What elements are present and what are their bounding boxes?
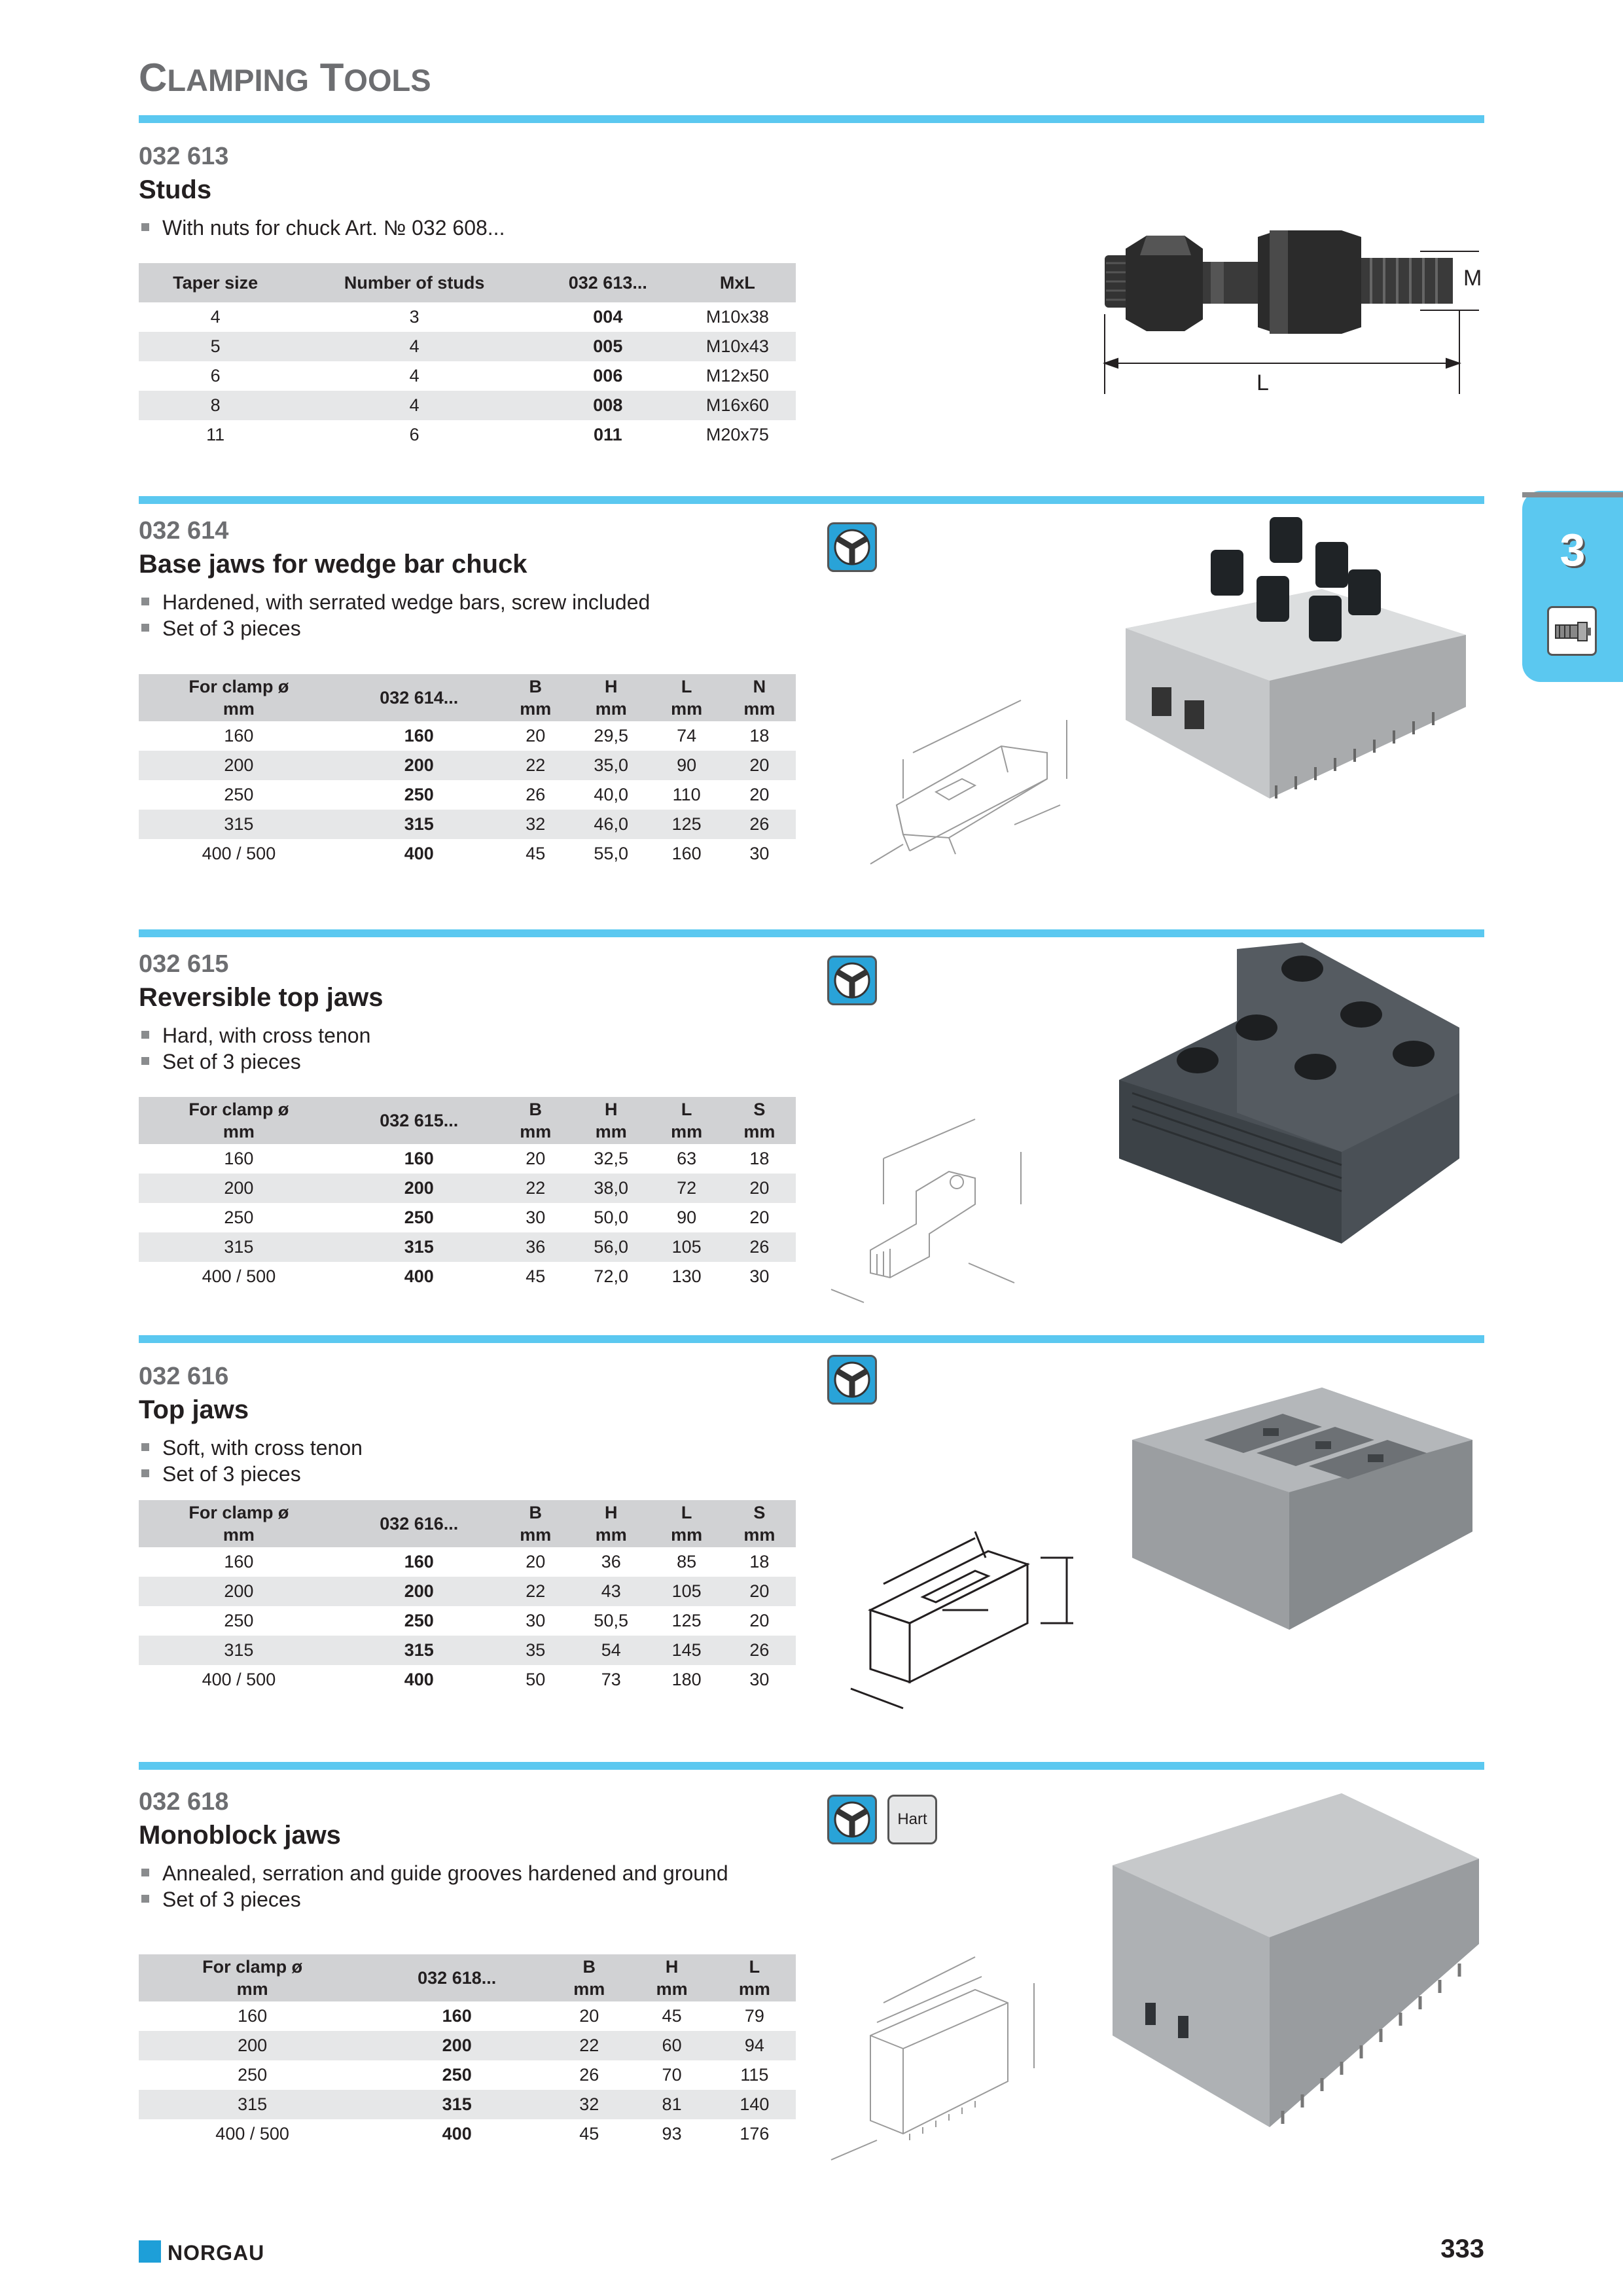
col-header-label: B [582, 1957, 596, 1977]
col-header-unit: mm [743, 699, 776, 719]
col-header [139, 1500, 339, 1547]
col-header: 032 614... [339, 674, 499, 721]
cell: 250 [404, 1611, 434, 1630]
cell: 22 [499, 751, 572, 780]
col-header [651, 1097, 723, 1144]
cell: 110 [672, 785, 701, 804]
col-header-unit: mm [520, 699, 552, 719]
col-header-label: H [604, 1503, 618, 1522]
table-header-row [139, 1097, 796, 1144]
cell: 125 [651, 810, 723, 839]
cell: 400 [442, 2124, 472, 2144]
collet-icon [1547, 606, 1597, 656]
table-row [139, 361, 796, 391]
table-row [139, 721, 796, 751]
col-header [713, 1954, 796, 2001]
reversible-jaw-line-drawing [818, 1106, 1054, 1316]
col-header-unit: mm [595, 699, 627, 719]
page-title: CLAMPING TOOLS [139, 56, 431, 99]
monoblock-jaws-table [139, 1954, 796, 2149]
cell: 20 [526, 1552, 546, 1571]
cell: 160 [404, 726, 434, 745]
cell: 30 [749, 844, 770, 863]
cell: 26 [579, 2065, 599, 2085]
cell: 105 [651, 1232, 723, 1262]
col-header-unit: mm [595, 1525, 627, 1545]
cell: 11 [206, 425, 225, 444]
col-header-unit: mm [671, 1122, 703, 1141]
col-header [499, 1097, 572, 1144]
cell: 50,0 [594, 1208, 628, 1227]
col-header [572, 674, 651, 721]
table-row [139, 839, 796, 869]
col-header [548, 1954, 630, 2001]
bullet-item: Set of 3 pieces [141, 1050, 301, 1074]
cell: 160 [238, 2006, 268, 2026]
bullet-item: Hardened, with serrated wedge bars, screw included [141, 590, 650, 615]
stud-illustration [1093, 216, 1486, 399]
cell: 54 [572, 1636, 651, 1665]
cell: 20 [526, 1149, 546, 1168]
section-title: Monoblock jaws [139, 1821, 341, 1850]
section-title: Studs [139, 175, 212, 204]
table-row [139, 751, 796, 780]
cell: 4 [292, 391, 537, 420]
cell: 36 [601, 1552, 621, 1571]
col-header-unit: mm [236, 1979, 268, 1999]
cell: 160 [442, 2006, 472, 2026]
table-row [139, 1636, 796, 1665]
cell: 94 [713, 2031, 796, 2060]
col-header: Taper size [139, 263, 292, 302]
cell: 79 [744, 2006, 764, 2026]
cell: 93 [662, 2124, 682, 2144]
cell: 140 [713, 2090, 796, 2119]
cell: 30 [749, 1670, 770, 1689]
col-header [630, 1954, 713, 2001]
col-header-label: B [529, 1100, 543, 1119]
col-header-label: B [529, 1503, 543, 1522]
bullet-item: Set of 3 pieces [141, 1888, 301, 1912]
three-jaw-chuck-icon [827, 522, 877, 572]
cell: 43 [572, 1577, 651, 1606]
chapter-tab-line [1522, 492, 1623, 497]
cell: 35 [499, 1636, 572, 1665]
cell: 315 [339, 1232, 499, 1262]
table-row [139, 391, 796, 420]
cell: 004 [593, 307, 623, 327]
cell: 160 [224, 1149, 254, 1168]
cell: 250 [404, 785, 434, 804]
col-header-label: For clamp ø [188, 1503, 289, 1522]
col-header-label: For clamp ø [188, 1100, 289, 1119]
cell: 200 [139, 1174, 339, 1203]
section-title: Reversible top jaws [139, 983, 383, 1012]
col-header [499, 674, 572, 721]
col-header-unit: mm [223, 1525, 255, 1545]
col-header-label: H [604, 677, 618, 696]
cell: 18 [749, 726, 770, 745]
cell: 115 [740, 2065, 769, 2085]
col-header-unit: mm [223, 1122, 255, 1141]
table-row [139, 2060, 796, 2090]
col-header-label: H [665, 1957, 679, 1977]
article-number: 032 615 [139, 950, 229, 978]
cell: 32 [499, 810, 572, 839]
bullet-item: Set of 3 pieces [141, 617, 301, 641]
section-rule [139, 496, 1484, 504]
col-header-unit: mm [595, 1122, 627, 1141]
cell: 400 [404, 1670, 434, 1689]
cell: 60 [630, 2031, 713, 2060]
cell: 250 [224, 785, 254, 804]
cell: 45 [526, 844, 546, 863]
cell: 81 [630, 2090, 713, 2119]
monoblock-jaws-photo [1106, 1787, 1486, 2140]
table-row [139, 2001, 796, 2031]
col-header-label: S [753, 1503, 766, 1522]
cell: 315 [139, 2090, 366, 2119]
bullet-item: Annealed, serration and guide grooves hardened and ground [141, 1861, 728, 1886]
three-jaw-chuck-icon [827, 1355, 877, 1405]
cell: 400 / 500 [202, 1670, 276, 1689]
table-row [139, 1174, 796, 1203]
base-jaw-line-drawing [851, 674, 1086, 890]
cell: 400 [404, 1266, 434, 1286]
cell: 160 [224, 726, 254, 745]
cell: 200 [139, 1577, 339, 1606]
cell: 400 / 500 [202, 1266, 276, 1286]
table-header-row [139, 1954, 796, 2001]
chapter-number: 3 [1560, 524, 1586, 575]
cell: 63 [677, 1149, 697, 1168]
cell: 26 [526, 785, 546, 804]
brand-logo-square [139, 2240, 161, 2263]
cell: 180 [671, 1670, 702, 1689]
table-header-row [139, 674, 796, 721]
cell: 45 [526, 1266, 546, 1286]
cell: 6 [409, 425, 419, 444]
table-row [139, 810, 796, 839]
section-rule [139, 929, 1484, 937]
page-number: 333 [1440, 2234, 1484, 2263]
cell: 20 [723, 751, 796, 780]
cell: 20 [579, 2006, 599, 2026]
cell: 36 [499, 1232, 572, 1262]
col-header-label: N [753, 677, 766, 696]
col-header [651, 1500, 723, 1547]
cell: 250 [404, 1208, 434, 1227]
cell: 38,0 [572, 1174, 651, 1203]
col-header-unit: mm [671, 699, 703, 719]
table-row [139, 1547, 796, 1577]
reversible-top-jaws-table [139, 1097, 796, 1291]
table-header-row [139, 1500, 796, 1547]
col-header [723, 674, 796, 721]
cell: 72 [651, 1174, 723, 1203]
col-header-unit: mm [520, 1122, 552, 1141]
cell: 125 [671, 1611, 702, 1630]
table-header-row [139, 263, 796, 302]
cell: 160 [404, 1552, 434, 1571]
dimension-label-l: L [1257, 370, 1269, 395]
col-header-unit: mm [223, 699, 255, 719]
article-number: 032 616 [139, 1363, 229, 1390]
section-rule [139, 1762, 1484, 1770]
cell: 70 [662, 2065, 682, 2085]
three-jaw-chuck-icon [827, 1795, 877, 1844]
article-number: 032 614 [139, 517, 229, 545]
base-jaws-photo [1113, 511, 1479, 812]
cell: 45 [662, 2006, 682, 2026]
col-header [139, 674, 339, 721]
cell: 4 [409, 366, 419, 386]
cell: 160 [671, 844, 702, 863]
table-row [139, 1232, 796, 1262]
bullet-item: Hard, with cross tenon [141, 1024, 370, 1048]
cell: 250 [224, 1208, 254, 1227]
col-header-label: For clamp ø [202, 1957, 303, 1977]
cell: 200 [139, 751, 339, 780]
brand-name: NORGAU [168, 2241, 265, 2265]
cell: 90 [651, 751, 723, 780]
cell: 400 / 500 [202, 844, 276, 863]
bullet-item: With nuts for chuck Art. № 032 608... [141, 216, 505, 240]
col-header-label: For clamp ø [188, 677, 289, 696]
col-header: 032 616... [339, 1500, 499, 1547]
cell: 20 [526, 726, 546, 745]
table-row [139, 780, 796, 810]
cell: M10x43 [679, 332, 796, 361]
col-header-label: L [681, 1503, 692, 1522]
col-header-unit: mm [671, 1525, 703, 1545]
top-jaws-table [139, 1500, 796, 1695]
cell: 105 [651, 1577, 723, 1606]
col-header-label: L [681, 1100, 692, 1119]
cell: 20 [749, 785, 770, 804]
studs-table [139, 263, 796, 450]
cell: 130 [671, 1266, 702, 1286]
three-jaw-chuck-icon [827, 956, 877, 1005]
cell: 200 [339, 1577, 499, 1606]
cell: 200 [339, 1174, 499, 1203]
col-header: 032 615... [339, 1097, 499, 1144]
col-header-unit: mm [738, 1979, 770, 1999]
table-row [139, 420, 796, 450]
col-header [723, 1097, 796, 1144]
cell: 400 [404, 844, 434, 863]
col-header-unit: mm [520, 1525, 552, 1545]
col-header: Number of studs [292, 263, 537, 302]
cell: 400 / 500 [215, 2124, 289, 2144]
cell: 3 [409, 307, 419, 327]
cell: M10x38 [705, 307, 769, 327]
cell: 006 [593, 366, 623, 386]
col-header [139, 1097, 339, 1144]
col-header [651, 674, 723, 721]
section-title: Top jaws [139, 1395, 249, 1424]
col-header [723, 1500, 796, 1547]
col-header-label: B [529, 677, 543, 696]
cell: M12x50 [705, 366, 769, 386]
cell: 176 [740, 2124, 770, 2144]
col-header [499, 1500, 572, 1547]
cell: 200 [139, 2031, 366, 2060]
cell: 40,0 [594, 785, 628, 804]
col-header [572, 1500, 651, 1547]
dimension-label-m: M [1463, 266, 1482, 291]
section-title: Base jaws for wedge bar chuck [139, 550, 527, 579]
cell: 74 [677, 726, 697, 745]
cell: 20 [723, 1174, 796, 1203]
bullet-item: Soft, with cross tenon [141, 1436, 363, 1460]
table-row [139, 2119, 796, 2149]
cell: 29,5 [594, 726, 628, 745]
cell: 160 [404, 1149, 434, 1168]
cell: 30 [749, 1266, 770, 1286]
cell: 32 [548, 2090, 630, 2119]
reversible-top-jaws-photo [1106, 942, 1472, 1270]
cell: 4 [292, 332, 537, 361]
cell: 315 [139, 1232, 339, 1262]
col-header: MxL [679, 263, 796, 302]
col-header: 032 613... [537, 263, 679, 302]
table-row [139, 1144, 796, 1174]
top-jaws-photo [1126, 1368, 1479, 1643]
table-row [139, 2090, 796, 2119]
cell: 315 [366, 2090, 548, 2119]
cell: 50,5 [594, 1611, 628, 1630]
cell: 315 [139, 1636, 339, 1665]
cell: 20 [749, 1208, 770, 1227]
cell: 315 [339, 1636, 499, 1665]
cell: 22 [499, 1577, 572, 1606]
cell: 011 [594, 425, 622, 444]
col-header: 032 618... [366, 1954, 548, 2001]
cell: 200 [339, 751, 499, 780]
cell: 30 [526, 1611, 546, 1630]
cell: 005 [537, 332, 679, 361]
bullet-item: Set of 3 pieces [141, 1462, 301, 1486]
cell: 6 [210, 366, 221, 386]
table-row [139, 1262, 796, 1291]
cell: M20x75 [705, 425, 769, 444]
monoblock-jaw-line-drawing [818, 1937, 1080, 2186]
cell: 90 [677, 1208, 697, 1227]
col-header-label: L [749, 1957, 760, 1977]
col-header-unit: mm [656, 1979, 688, 1999]
cell: 35,0 [572, 751, 651, 780]
cell: 145 [651, 1636, 723, 1665]
cell: 32,5 [594, 1149, 628, 1168]
cell: 50 [526, 1670, 546, 1689]
cell: 20 [749, 1611, 770, 1630]
section-rule [139, 1335, 1484, 1343]
cell: M16x60 [679, 391, 796, 420]
cell: 4 [210, 307, 221, 327]
cell: 160 [224, 1552, 254, 1571]
table-row [139, 1203, 796, 1232]
cell: 20 [723, 1577, 796, 1606]
hardened-badge: Hart [887, 1795, 937, 1844]
cell: 85 [677, 1552, 697, 1571]
article-number: 032 613 [139, 143, 229, 170]
table-row [139, 332, 796, 361]
cell: 315 [339, 810, 499, 839]
cell: 26 [723, 810, 796, 839]
cell: 315 [139, 810, 339, 839]
cell: 5 [139, 332, 292, 361]
cell: 22 [548, 2031, 630, 2060]
cell: 18 [749, 1149, 770, 1168]
cell: 45 [579, 2124, 599, 2144]
title-rule [139, 115, 1484, 123]
col-header [572, 1097, 651, 1144]
cell: 55,0 [594, 844, 628, 863]
table-row [139, 1577, 796, 1606]
cell: 30 [526, 1208, 546, 1227]
cell: 200 [366, 2031, 548, 2060]
cell: 18 [749, 1552, 770, 1571]
table-row [139, 1665, 796, 1695]
table-row [139, 1606, 796, 1636]
top-jaw-line-drawing [831, 1492, 1093, 1728]
cell: 73 [601, 1670, 621, 1689]
cell: 250 [442, 2065, 472, 2085]
col-header-label: S [753, 1100, 766, 1119]
table-row [139, 2031, 796, 2060]
col-header [139, 1954, 366, 2001]
cell: 250 [238, 2065, 268, 2085]
cell: 26 [723, 1232, 796, 1262]
col-header-unit: mm [573, 1979, 605, 1999]
cell: 46,0 [572, 810, 651, 839]
cell: 250 [224, 1611, 254, 1630]
table-row [139, 302, 796, 332]
cell: 8 [139, 391, 292, 420]
col-header-unit: mm [743, 1525, 776, 1545]
cell: 008 [537, 391, 679, 420]
col-header-unit: mm [743, 1122, 776, 1141]
article-number: 032 618 [139, 1788, 229, 1816]
cell: 56,0 [572, 1232, 651, 1262]
cell: 72,0 [594, 1266, 628, 1286]
col-header-label: L [681, 677, 692, 696]
cell: 22 [499, 1174, 572, 1203]
col-header-label: H [604, 1100, 618, 1119]
base-jaws-table [139, 674, 796, 869]
cell: 26 [723, 1636, 796, 1665]
